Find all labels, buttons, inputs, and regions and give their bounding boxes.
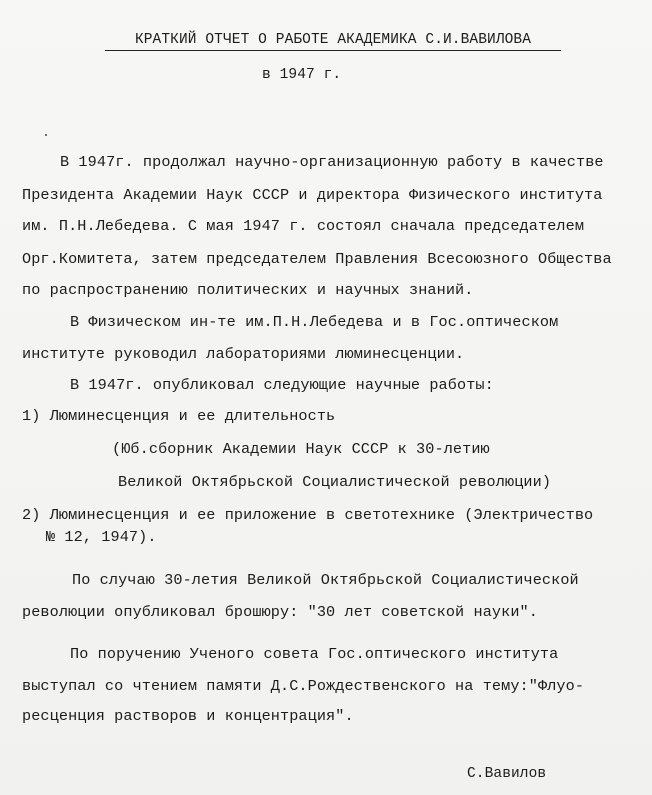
list-item-detail: Великой Октябрьской Социалистической революции) (118, 473, 552, 491)
body-line: Орг.Комитета, затем председателем Правления Всесоюзного Общества (22, 250, 612, 268)
list-item-detail: (Юб.сборник Академии Наук СССР к 30-летию (112, 440, 490, 458)
body-line: В 1947г. опубликовал следующие научные работы: (70, 376, 494, 394)
document-subtitle: в 1947 г. (262, 67, 342, 83)
body-line: выступал со чтением памяти Д.С.Рождественского на тему:"Флуо- (22, 677, 585, 695)
document-title: КРАТКИЙ ОТЧЕТ О РАБОТЕ АКАДЕМИКА С.И.ВАВИЛОВА (105, 32, 561, 51)
body-line: По поручению Ученого совета Гос.оптического института (70, 645, 559, 663)
paper-speck (45, 134, 47, 136)
body-line: революции опубликовал брошюру: "30 лет советской науки". (22, 603, 538, 621)
signature: С.Вавилов (467, 766, 547, 782)
body-line: По случаю 30-летия Великой Октябрьской Социалистической (72, 571, 579, 589)
body-line: им. П.Н.Лебедева. С мая 1947 г. состоял сначала председателем (22, 217, 585, 235)
body-line: ресценция растворов и концентрация". (22, 707, 354, 725)
list-item: 1) Люминесценция и ее длительность (22, 407, 336, 425)
list-item: 2) Люминесценция и ее приложение в светотехнике (Электричество (22, 506, 594, 524)
list-item-detail: № 12, 1947). (46, 528, 157, 546)
body-line: Президента Академии Наук СССР и директора Физического института (22, 186, 603, 204)
body-line: В Физическом ин-те им.П.Н.Лебедева и в Гос.оптическом (70, 313, 559, 331)
body-line: В 1947г. продолжал научно-организационную работу в качестве (60, 153, 604, 171)
body-line: по распространению политических и научных знаний. (22, 281, 474, 299)
body-line: институте руководил лабораториями люминесценции. (22, 345, 465, 363)
